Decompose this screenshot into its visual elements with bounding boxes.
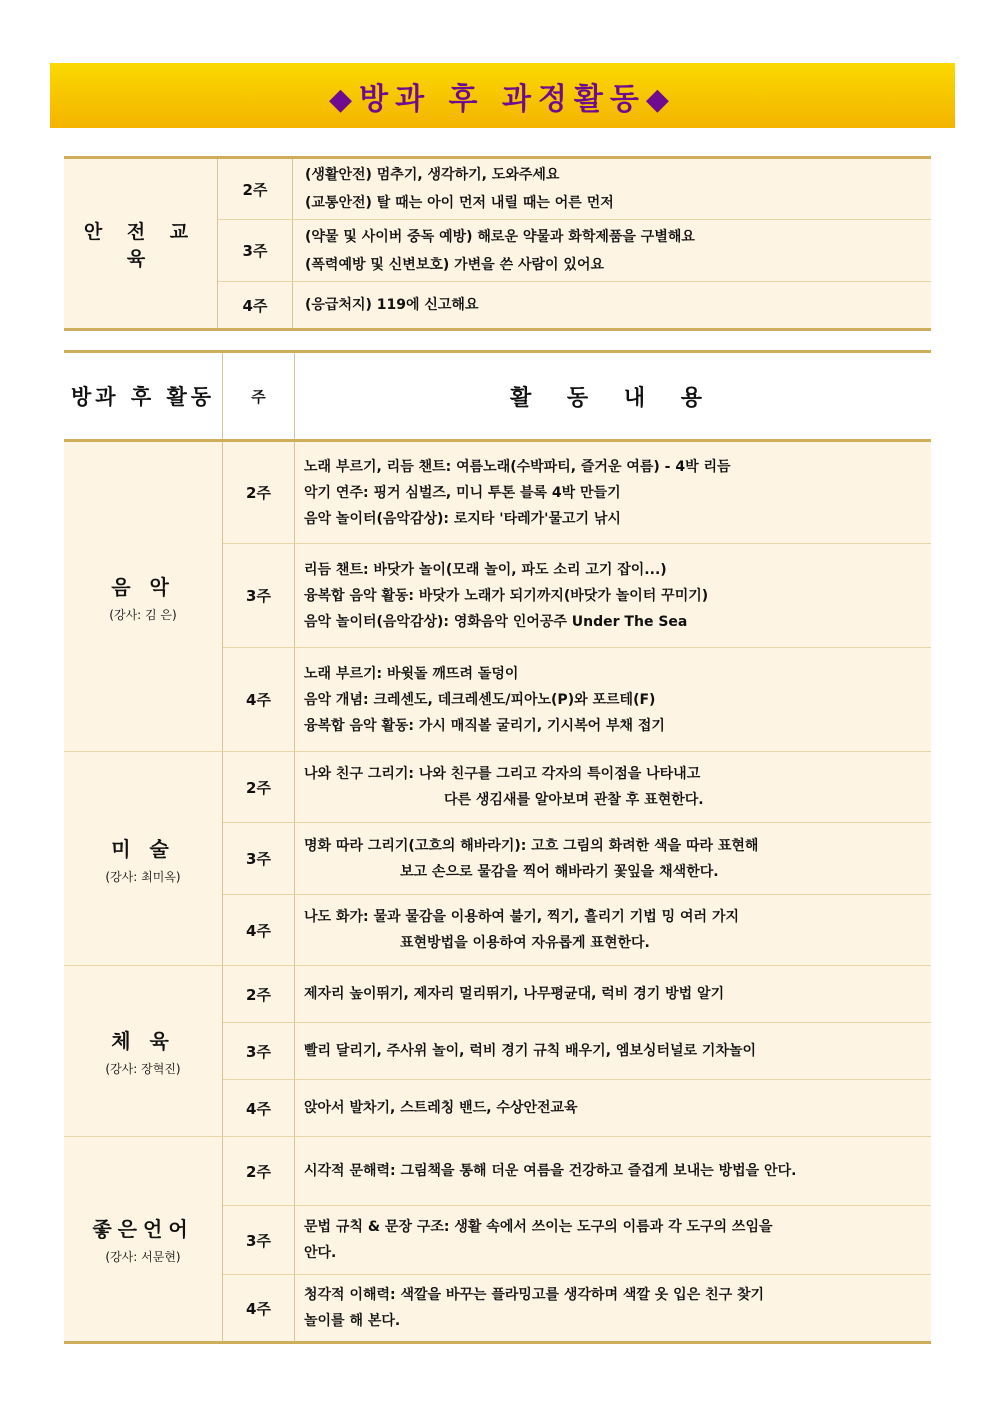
activity-content (295, 1080, 932, 1137)
content-line: 음악 개념: 크레센도, 데크레센도/피아노(P)와 포르테(F) (304, 691, 656, 708)
category-music (64, 441, 223, 752)
safety-education-table (64, 156, 931, 331)
content-line: 청각적 이해력: 색깔을 바꾸는 플라밍고를 생각하며 색깔 옷 입은 친구 찾기 (304, 1287, 765, 1303)
week-label: 3주 (223, 1206, 295, 1275)
week-label: 4주 (223, 1275, 295, 1343)
activity-content (295, 895, 932, 966)
week-label: 4주 (223, 895, 295, 966)
content-line: 명화 따라 그리기(고흐의 해바라기): 고흐 그림의 화려한 색을 따라 표현해 (304, 837, 759, 854)
activity-content (295, 1206, 932, 1275)
title-banner (50, 63, 955, 128)
content-line: (약물 및 사이버 중독 예방) 해로운 약물과 화학제품을 구별해요 (305, 228, 695, 245)
week-label: 2주 (223, 441, 295, 544)
page-title: ◆방과 후 과정활동◆ (329, 81, 676, 117)
header-content: 활 동 내 용 (295, 352, 932, 441)
week-label: 2주 (218, 158, 293, 220)
content-line: 빨리 달리기, 주사위 놀이, 럭비 경기 규칙 배우기, 엠보싱터널로 기차놀이 (304, 1043, 757, 1059)
after-school-activities-table (64, 350, 931, 1344)
week-label: 3주 (223, 1023, 295, 1080)
activity-content (295, 1137, 932, 1206)
content-line: (생활안전) 멈추기, 생각하기, 도와주세요 (305, 167, 560, 183)
content-line: 나도 화가: 물과 물감을 이용하여 불기, 찍기, 흘리기 기법 밍 여러 가지 (304, 909, 739, 925)
activity-content (295, 1275, 932, 1343)
category-name: 음 악 (111, 574, 175, 599)
week-label: 2주 (223, 752, 295, 823)
content-line: (응급처지) 119에 신고해요 (305, 297, 479, 313)
content-line: 나와 친구 그리기: 나와 친구를 그리고 각자의 특이점을 나타내고 (304, 766, 701, 782)
category-language (64, 1137, 223, 1343)
activity-content (293, 158, 932, 220)
content-line: (교통안전) 탈 때는 아이 먼저 내릴 때는 어른 먼저 (305, 195, 614, 211)
content-line: 음악 놀이터(음악감상): 로지타 '타레가'물고기 낚시 (304, 510, 621, 527)
category-name: 미 술 (111, 836, 175, 861)
activity-content (295, 966, 932, 1023)
week-label: 3주 (223, 544, 295, 648)
activity-content (295, 648, 932, 752)
week-label: 3주 (218, 220, 293, 282)
content-line: 리듬 챈트: 바닷가 놀이(모래 놀이, 파도 소리 고기 잡이...) (304, 561, 667, 578)
table-row (64, 158, 931, 220)
content-line: 문법 규칙 & 문장 구조: 생활 속에서 쓰이는 도구의 이름과 각 도구의 쓰임을 (304, 1219, 773, 1235)
week-label: 2주 (223, 1137, 295, 1206)
week-label: 2주 (223, 966, 295, 1023)
content-line: 노래 부르기, 리듬 챈트: 여름노래(수박파티, 즐거운 여름) - 4박 리듬 (304, 458, 731, 475)
instructor-label: (강사: 서문현) (105, 1250, 181, 1264)
content-line: 제자리 높이뛰기, 제자리 멀리뛰기, 나무평균대, 럭비 경기 방법 알기 (304, 986, 725, 1002)
category-name: 체 육 (111, 1029, 175, 1053)
week-label: 4주 (223, 1080, 295, 1137)
content-line: 놀이를 해 본다. (304, 1313, 401, 1329)
instructor-label: (강사: 최미옥) (105, 869, 181, 884)
activity-content (295, 1023, 932, 1080)
content-line: (폭력예방 및 신변보호) 가변을 쓴 사람이 있어요 (305, 256, 604, 273)
content-line: 노래 부르기: 바윗돌 깨뜨려 돌덩이 (304, 665, 519, 682)
category-art (64, 752, 223, 966)
activity-content (295, 544, 932, 648)
activity-content (293, 282, 932, 330)
header-activity: 방과 후 활동 (64, 352, 223, 441)
content-line: 융복합 음악 활동: 가시 매직볼 굴리기, 기시복어 부채 접기 (304, 717, 665, 734)
content-line: 보고 손으로 물감을 찍어 해바라기 꽃잎을 채색한다. (400, 863, 719, 880)
table-row (64, 441, 931, 544)
table-row (64, 752, 931, 823)
activity-content (293, 220, 932, 282)
content-line: 악기 연주: 핑거 심벌즈, 미니 투톤 블록 4박 만들기 (304, 484, 621, 501)
content-line: 다른 생김새를 알아보며 관찰 후 표현한다. (444, 792, 704, 808)
instructor-label: (강사: 장혁진) (105, 1062, 181, 1076)
table-header-row (64, 352, 931, 441)
activity-content (295, 823, 932, 895)
table-row (64, 966, 931, 1023)
category-name: 좋은언어 (92, 1217, 194, 1241)
activity-content (295, 441, 932, 544)
header-week: 주 (223, 352, 295, 441)
category-pe (64, 966, 223, 1137)
safety-category: 안 전 교 육 (64, 158, 218, 330)
content-line: 앉아서 발차기, 스트레칭 밴드, 수상안전교육 (304, 1100, 578, 1116)
content-line: 음악 놀이터(음악감상): 영화음악 인어공주 Under The Sea (304, 613, 688, 630)
content-line: 융복합 음악 활동: 바닷가 노래가 되기까지(바닷가 놀이터 꾸미기) (304, 587, 709, 604)
activity-content (295, 752, 932, 823)
instructor-label: (강사: 김 은) (109, 607, 177, 622)
content-line: 시각적 문해력: 그림책을 통해 더운 여름을 건강하고 즐겁게 보내는 방법을 안다. (304, 1163, 797, 1179)
content-line: 표현방법을 이용하여 자유롭게 표현한다. (400, 935, 650, 951)
content-line: 안다. (304, 1245, 337, 1261)
table-row (64, 1137, 931, 1206)
week-label: 4주 (223, 648, 295, 752)
week-label: 3주 (223, 823, 295, 895)
week-label: 4주 (218, 282, 293, 330)
